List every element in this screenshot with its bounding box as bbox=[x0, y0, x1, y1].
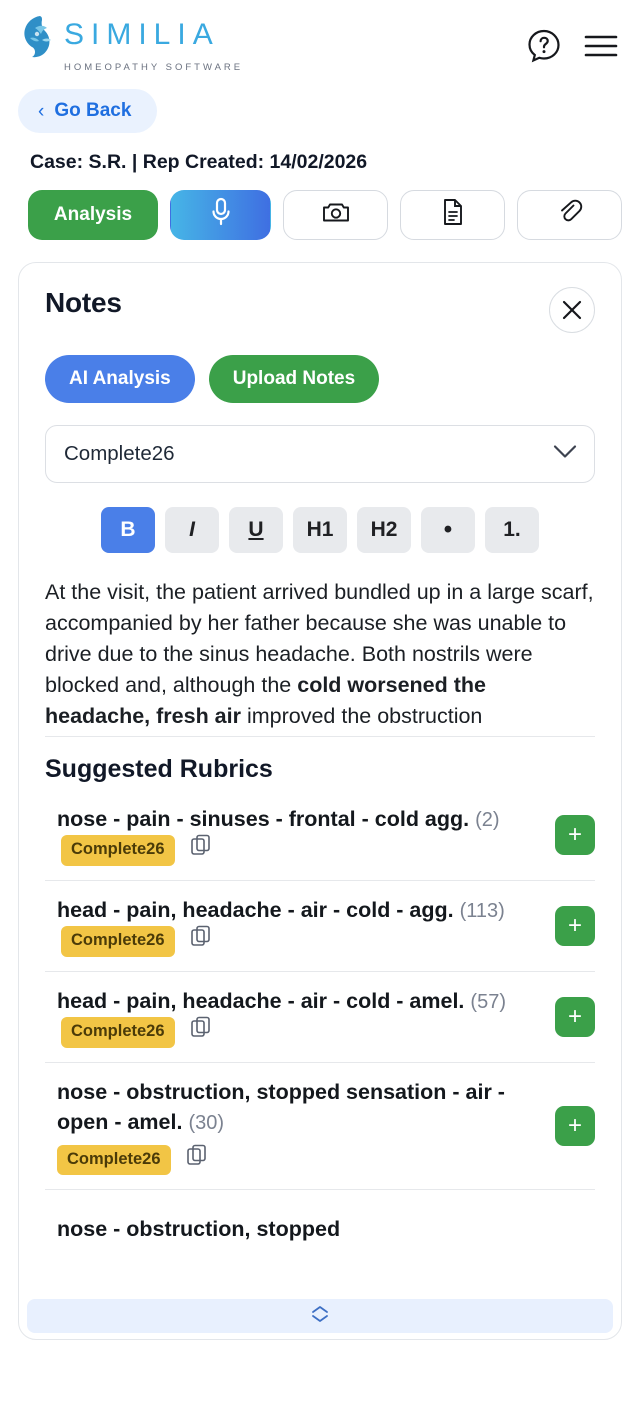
rubric-text-wrap bbox=[57, 1077, 543, 1175]
rubric-label: head - pain, headache - air - cold - amel. bbox=[57, 988, 465, 1013]
ai-analysis-button[interactable]: AI Analysis bbox=[45, 355, 195, 403]
rubric-count: (2) bbox=[475, 808, 500, 831]
copy-icon[interactable] bbox=[191, 925, 211, 956]
add-rubric-button[interactable]: + bbox=[555, 997, 595, 1037]
underline-button[interactable]: U bbox=[229, 507, 283, 553]
tab-attachment[interactable] bbox=[517, 190, 622, 240]
bullet-list-button[interactable]: • bbox=[421, 507, 475, 553]
notes-card bbox=[18, 262, 622, 1340]
rubric-text-wrap bbox=[57, 986, 543, 1048]
copy-icon[interactable] bbox=[191, 834, 211, 865]
paperclip-icon bbox=[557, 199, 583, 231]
rubric-count: (57) bbox=[470, 990, 506, 1013]
repertory-select[interactable] bbox=[45, 425, 595, 483]
rubric-count: (30) bbox=[188, 1112, 225, 1135]
list-item[interactable] bbox=[45, 972, 595, 1063]
list-item[interactable] bbox=[45, 790, 595, 881]
case-info-line: Case: S.R. | Rep Created: 14/02/2026 bbox=[30, 151, 368, 173]
brand bbox=[18, 14, 243, 73]
numbered-list-button[interactable]: 1. bbox=[485, 507, 539, 553]
add-rubric-button[interactable]: + bbox=[555, 815, 595, 855]
mode-tab-row bbox=[0, 174, 640, 240]
close-icon[interactable] bbox=[549, 287, 595, 333]
chevron-left-icon: ‹ bbox=[38, 100, 45, 122]
status-badge: Complete26 bbox=[61, 1017, 175, 1047]
header-actions bbox=[526, 14, 618, 64]
rubric-count: (113) bbox=[459, 899, 505, 922]
question-mark-circle-icon[interactable] bbox=[526, 28, 562, 64]
rubric-text-wrap bbox=[57, 895, 543, 957]
notes-action-row bbox=[45, 355, 595, 403]
tab-analysis[interactable] bbox=[28, 190, 158, 240]
expand-collapse-chevrons-icon bbox=[309, 1304, 331, 1329]
rubric-label: nose - obstruction, stopped bbox=[57, 1216, 341, 1241]
text-format-toolbar bbox=[45, 507, 595, 553]
note-text-part1: At the visit, the patient arrived bundled up in a large scarf, accompanied by her father because she was unable to drive due to the sinus headache. Both nostrils were blocked and, although the bbox=[45, 580, 594, 697]
heading2-button[interactable]: H2 bbox=[357, 507, 411, 553]
tab-document[interactable] bbox=[400, 190, 505, 240]
notes-card-header bbox=[45, 287, 595, 333]
heading1-button[interactable]: H1 bbox=[293, 507, 347, 553]
brand-tagline: HOMEOPATHY SOFTWARE bbox=[64, 62, 244, 73]
go-back-label: Go Back bbox=[54, 100, 132, 121]
go-back-wrap bbox=[0, 73, 640, 133]
note-text-part2: improved the obstruction bbox=[240, 703, 483, 728]
list-item[interactable] bbox=[45, 1063, 595, 1190]
expand-collapse-handle[interactable] bbox=[27, 1299, 613, 1333]
italic-button[interactable]: I bbox=[165, 507, 219, 553]
microphone-icon bbox=[210, 197, 232, 233]
document-icon bbox=[442, 198, 464, 232]
repertory-select-value: Complete26 bbox=[64, 442, 175, 465]
tab-microphone[interactable] bbox=[170, 190, 271, 240]
suggested-rubrics-list bbox=[45, 790, 595, 1268]
copy-icon[interactable] bbox=[191, 1016, 211, 1047]
go-back-button[interactable] bbox=[18, 89, 157, 133]
rubric-label: head - pain, headache - air - cold - agg. bbox=[57, 897, 454, 922]
status-badge: Complete26 bbox=[61, 926, 175, 956]
list-item[interactable] bbox=[45, 881, 595, 972]
brand-name: SIMILIA bbox=[64, 18, 220, 51]
camera-icon bbox=[322, 200, 350, 230]
add-rubric-button[interactable]: + bbox=[555, 1106, 595, 1146]
rubric-label: nose - pain - sinuses - frontal - cold agg. bbox=[57, 806, 470, 831]
page-title: Notes bbox=[45, 287, 122, 318]
bold-button[interactable]: B bbox=[101, 507, 155, 553]
suggested-rubrics-title: Suggested Rubrics bbox=[45, 754, 273, 783]
add-rubric-button[interactable]: + bbox=[555, 906, 595, 946]
tab-camera[interactable] bbox=[283, 190, 388, 240]
app-header bbox=[0, 0, 640, 73]
tab-analysis-label: Analysis bbox=[53, 204, 133, 225]
similia-leaf-logo-icon bbox=[18, 14, 58, 66]
upload-notes-button[interactable]: Upload Notes bbox=[209, 355, 379, 403]
note-text-editor[interactable] bbox=[45, 577, 595, 737]
rubric-text-wrap bbox=[57, 1214, 595, 1245]
status-badge: Complete26 bbox=[57, 1145, 171, 1175]
status-badge: Complete26 bbox=[61, 835, 175, 865]
rubric-label: nose - obstruction, stopped sensation - air - open - amel. bbox=[57, 1079, 505, 1135]
copy-icon[interactable] bbox=[187, 1144, 207, 1175]
repertory-select-wrap bbox=[45, 425, 595, 483]
hamburger-menu-icon[interactable] bbox=[584, 33, 618, 59]
list-item[interactable] bbox=[45, 1190, 595, 1268]
rubric-text-wrap bbox=[57, 804, 543, 866]
note-text-bold: cold worsened the headache, fresh air bbox=[45, 672, 486, 728]
